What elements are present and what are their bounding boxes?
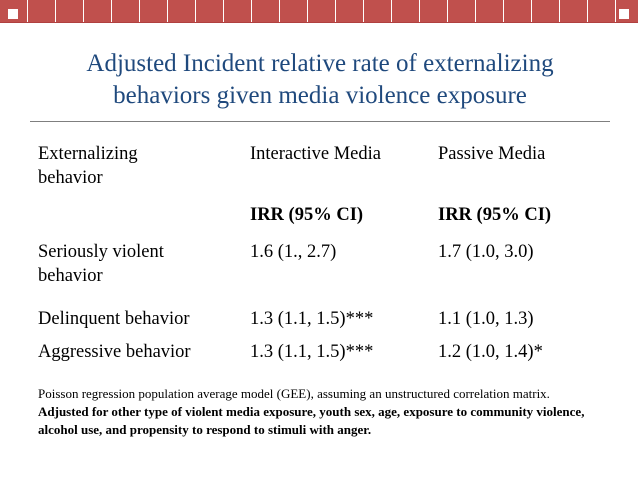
header-passive-media: Passive Media xyxy=(438,144,546,164)
slide-title xyxy=(40,48,600,112)
header-interactive-media: Interactive Media xyxy=(250,144,381,164)
header-col1-line2: behavior xyxy=(38,168,103,188)
row-seriously-violent-label-line2: behavior xyxy=(38,266,103,286)
subheader-irr-passive: IRR (95% CI) xyxy=(438,205,552,225)
top-bar-left-square xyxy=(7,8,19,20)
slide-title-line1: Adjusted Incident relative rate of externalizing xyxy=(86,50,554,77)
title-divider xyxy=(30,121,610,122)
row-seriously-violent-passive: 1.7 (1.0, 3.0) xyxy=(438,242,534,262)
row-aggressive-interactive: 1.3 (1.1, 1.5)*** xyxy=(250,342,374,362)
footnote-plain: Poisson regression population average model (GEE), assuming an unstructured correlation matrix. xyxy=(38,386,550,401)
row-delinquent-passive: 1.1 (1.0, 1.3) xyxy=(438,309,534,329)
slide-title-line2: behaviors given media violence exposure xyxy=(113,82,527,109)
footnote-bold: Adjusted for other type of violent media exposure, youth sex, age, exposure to community violence, alcohol use, and propensity to respond to stimuli with anger. xyxy=(38,404,585,437)
row-seriously-violent-label-line1: Seriously violent xyxy=(38,242,164,262)
top-bar-right-square xyxy=(618,8,630,20)
row-delinquent-label: Delinquent behavior xyxy=(38,309,190,329)
row-seriously-violent-interactive: 1.6 (1., 2.7) xyxy=(250,242,337,262)
decorative-top-bar xyxy=(0,0,638,23)
row-delinquent-interactive: 1.3 (1.1, 1.5)*** xyxy=(250,309,374,329)
row-aggressive-label: Aggressive behavior xyxy=(38,342,191,362)
footnote xyxy=(38,385,598,439)
row-aggressive-passive: 1.2 (1.0, 1.4)* xyxy=(438,342,543,362)
header-col1-line1: Externalizing xyxy=(38,144,138,164)
subheader-irr-interactive: IRR (95% CI) xyxy=(250,205,364,225)
